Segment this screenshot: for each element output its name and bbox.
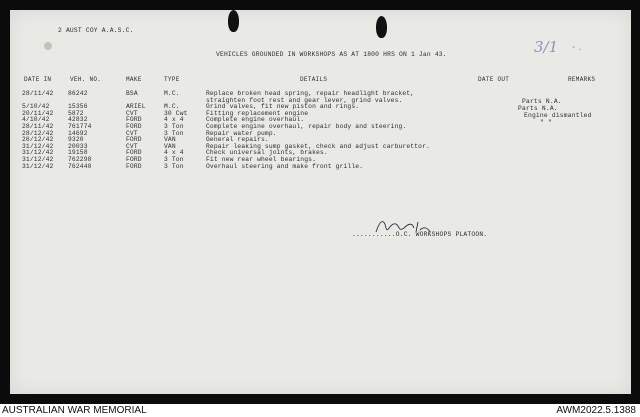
footer-institution: AUSTRALIAN WAR MEMORIAL	[2, 405, 147, 416]
cell-type: M.C.	[164, 90, 180, 97]
archive-footer	[0, 404, 640, 417]
cell-date: 28/11/42	[22, 90, 54, 97]
cell-make: FORD	[126, 123, 142, 130]
cell-veh: 762298	[68, 156, 92, 163]
handwritten-reference: 3/1	[534, 38, 559, 56]
cell-make: CVT	[126, 142, 138, 150]
cell-veh: 9320	[68, 136, 84, 144]
header-type: TYPE	[164, 76, 180, 83]
cell-veh: 14692	[68, 129, 88, 137]
cell-type: 3 Ton	[164, 156, 184, 163]
cell-veh: 20033	[68, 142, 88, 150]
cell-date: 31/12/42	[22, 142, 54, 150]
cell-date: 26/12/42	[22, 136, 54, 144]
cell-veh: 5872	[68, 109, 84, 117]
punch-hole-right	[376, 16, 387, 38]
cell-details: Repair leaking sump gasket, check and adjust carburettor.	[206, 142, 430, 150]
cell-make: FORD	[126, 149, 142, 157]
cell-date: 4/10/42	[22, 116, 50, 124]
cell-veh: 19158	[68, 149, 88, 157]
cell-veh: 762440	[68, 162, 92, 170]
cell-type: 4 x 4	[164, 116, 184, 124]
cell-type: 4 x 4	[164, 149, 184, 157]
remark-entry: " "	[540, 119, 552, 126]
table-row	[10, 123, 631, 130]
cell-type: VAN	[164, 142, 176, 150]
cell-details: Complete engine overhaul.	[206, 116, 305, 124]
cell-date: 28/11/42	[22, 123, 54, 130]
cell-details: Overhaul steering and make front grille.	[206, 162, 364, 170]
table-row	[10, 149, 631, 156]
table-row	[10, 136, 631, 143]
header-date-in: DATE IN	[24, 76, 52, 83]
table-row	[10, 156, 631, 163]
header-details: DETAILS	[300, 76, 328, 83]
cell-veh: 42832	[68, 116, 88, 124]
cell-make: BSA	[126, 90, 138, 97]
header-remarks: REMARKS	[568, 76, 596, 83]
remark-entry: Parts N.A.	[518, 105, 558, 112]
cell-details: Replace broken head spring, repair headlight bracket,	[206, 90, 415, 97]
signature-line: ...........O.C. WORKSHOPS PLATOON.	[352, 231, 488, 238]
table-row	[10, 130, 631, 137]
cell-details: straighten foot rest and gear lever, grind valves.	[206, 96, 403, 104]
cell-type: M.C.	[164, 103, 180, 111]
cell-veh: 761774	[68, 123, 92, 130]
cell-details: Repair water pump.	[206, 129, 277, 137]
cell-veh: 15356	[68, 103, 88, 111]
cell-date: 31/12/42	[22, 156, 54, 163]
header-make: MAKE	[126, 76, 142, 83]
cell-make: CVT	[126, 109, 138, 117]
cell-details: General repairs.	[206, 136, 269, 144]
cell-date: 31/12/42	[22, 149, 54, 157]
table-row	[10, 90, 631, 97]
cell-type: 3 Ton	[164, 129, 184, 137]
cell-make: CVT	[126, 129, 138, 137]
cell-type: 3 Ton	[164, 162, 184, 170]
footer-accession-number: AWM2022.5.1388	[556, 405, 636, 416]
unit-heading: 2 AUST COY A.A.S.C.	[58, 27, 134, 34]
document-page	[10, 10, 631, 394]
document-title: VEHICLES GROUNDED IN WORKSHOPS AS AT 1800 HRS ON 1 Jan 43.	[216, 51, 447, 58]
cell-make: FORD	[126, 162, 142, 170]
cell-details: Complete engine overhaul, repair body and steering.	[206, 123, 407, 130]
cell-details: Fit new rear wheel bearings.	[206, 156, 317, 163]
cell-make: FORD	[126, 136, 142, 144]
cell-details: Fitting replacement engine	[206, 109, 309, 117]
cell-type: 3 Ton	[164, 123, 184, 130]
cell-make: FORD	[126, 116, 142, 124]
cell-type: VAN	[164, 136, 176, 144]
table-row	[10, 143, 631, 150]
cell-date: 5/10/42	[22, 103, 50, 111]
paper-tear-mark	[44, 42, 52, 50]
handwritten-marks: - .	[572, 42, 582, 53]
cell-details: Grind valves, fit new piston and rings.	[206, 103, 360, 111]
cell-details: Check universal joints, brakes.	[206, 149, 328, 157]
header-date-out: DATE OUT	[478, 76, 510, 83]
cell-type: 30 Cwt	[164, 109, 188, 117]
cell-date: 31/12/42	[22, 162, 54, 170]
remark-entry: Parts N.A.	[522, 98, 562, 105]
cell-make: FORD	[126, 156, 142, 163]
cell-date: 28/12/42	[22, 129, 54, 137]
cell-make: ARIEL	[126, 103, 146, 111]
remark-entry: Engine dismantled	[524, 112, 592, 119]
header-veh-no: VEH. NO.	[70, 76, 102, 83]
cell-date: 20/11/42	[22, 109, 54, 117]
table-row	[10, 163, 631, 170]
cell-veh: 86242	[68, 90, 88, 97]
punch-hole-left	[228, 10, 239, 32]
